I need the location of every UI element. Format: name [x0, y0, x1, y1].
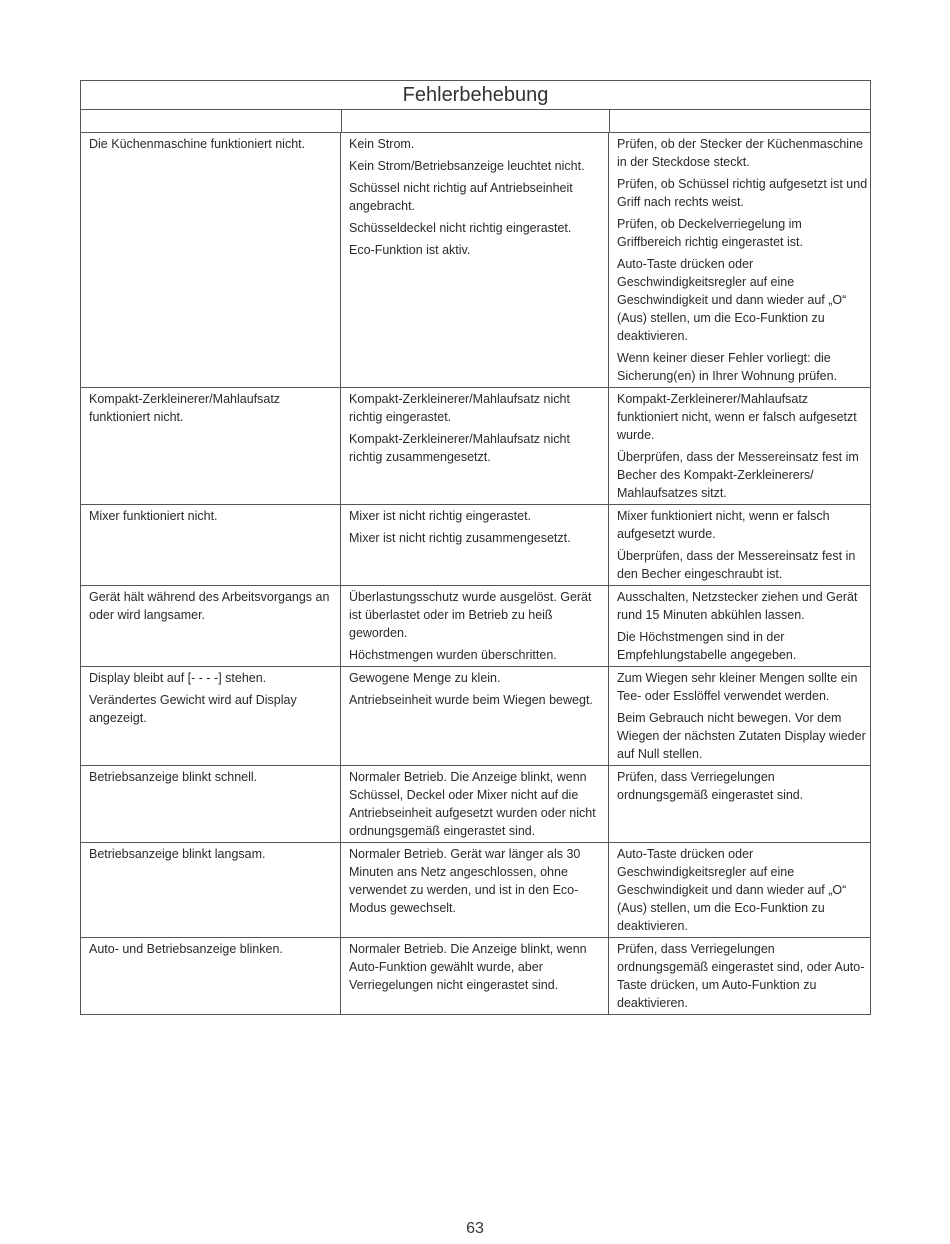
cause-cell	[341, 667, 609, 765]
page-number: 63	[466, 1220, 484, 1237]
cause-text: Gewogene Menge zu klein.	[349, 671, 501, 685]
table-title: Fehlerbehebung	[81, 81, 870, 110]
solution-text: Prüfen, ob Deckelverriegelung im Griffbereich richtig eingerastet ist.	[617, 217, 803, 249]
solution-text: Mixer funktioniert nicht, wenn er falsch aufgesetzt wurde.	[617, 509, 830, 541]
solution-text: Beim Gebrauch nicht bewegen. Vor dem Wiegen der nächsten Zutaten Display wieder auf Null stellen.	[617, 711, 866, 761]
cause-text: Mixer ist nicht richtig zusammengesetzt.	[349, 531, 571, 545]
problem-text: Die Küchenmaschine funktioniert nicht.	[89, 137, 306, 151]
header-blank-row	[81, 110, 870, 133]
solution-text: Die Höchstmengen sind in der Empfehlungstabelle angegeben.	[617, 630, 797, 662]
cause-text: Normaler Betrieb. Die Anzeige blinkt, wenn Schüssel, Deckel oder Mixer nicht auf die Antriebseinheit aufgesetzt wurden oder nicht ordnungsgemäß eingerastet sind.	[349, 770, 596, 838]
solution-text: Kompakt-Zerkleinerer/Mahlaufsatz funktioniert nicht, wenn er falsch aufgesetzt wurde.	[617, 392, 857, 442]
cause-text: Kompakt-Zerkleinerer/Mahlaufsatz nicht richtig eingerastet.	[349, 392, 570, 424]
solution-cell	[609, 843, 870, 937]
table-row	[81, 133, 870, 388]
problem-text: Auto- und Betriebsanzeige blinken.	[89, 942, 283, 956]
cause-text: Schüssel nicht richtig auf Antriebseinheit angebracht.	[349, 181, 573, 213]
solution-text: Auto-Taste drücken oder Geschwindigkeitsregler auf eine Geschwindigkeit und dann wieder auf „O“ (Aus) stellen, um die Eco-Funktion zu deaktivieren.	[617, 257, 847, 343]
solution-text: Zum Wiegen sehr kleiner Mengen sollte ein Tee- oder Esslöffel verwendet werden.	[617, 671, 858, 703]
troubleshooting-table	[80, 80, 871, 1015]
cause-text: Überlastungsschutz wurde ausgelöst. Gerät ist überlastet oder im Betrieb zu heiß geworden.	[349, 590, 592, 640]
problem-cell	[81, 505, 341, 585]
solution-text: Prüfen, dass Verriegelungen ordnungsgemäß eingerastet sind, oder Auto-Taste drücken, um Auto-Funktion zu deaktivieren.	[617, 942, 865, 1010]
problem-text: Kompakt-Zerkleinerer/Mahlaufsatz funktioniert nicht.	[89, 392, 281, 424]
problem-cell	[81, 586, 341, 666]
cause-text: Kein Strom.	[349, 137, 415, 151]
table-row	[81, 843, 870, 938]
problem-text: Mixer funktioniert nicht.	[89, 509, 218, 523]
table-row	[81, 586, 870, 667]
solution-text: Ausschalten, Netzstecker ziehen und Gerät rund 15 Minuten abkühlen lassen.	[617, 590, 858, 622]
solution-cell	[609, 667, 870, 765]
table-row	[81, 505, 870, 586]
cause-cell	[341, 505, 609, 585]
solution-text: Auto-Taste drücken oder Geschwindigkeitsregler auf eine Geschwindigkeit und dann wieder auf „O“ (Aus) stellen, um die Eco-Funktion zu deaktivieren.	[617, 847, 847, 933]
solution-cell	[609, 388, 870, 504]
cause-text: Kompakt-Zerkleinerer/Mahlaufsatz nicht richtig zusammengesetzt.	[349, 432, 570, 464]
problem-text: Verändertes Gewicht wird auf Display angezeigt.	[89, 693, 297, 725]
cause-text: Mixer ist nicht richtig eingerastet.	[349, 509, 532, 523]
table-row	[81, 388, 870, 505]
solution-text: Überprüfen, dass der Messereinsatz fest in den Becher eingeschraubt ist.	[617, 549, 856, 581]
problem-cell	[81, 388, 341, 504]
solution-text: Überprüfen, dass der Messereinsatz fest im Becher des Kompakt-Zerkleinerers/ Mahlaufsatzes sitzt.	[617, 450, 859, 500]
table-row	[81, 766, 870, 843]
cause-text: Kein Strom/Betriebsanzeige leuchtet nicht.	[349, 159, 585, 173]
cause-cell	[341, 388, 609, 504]
problem-cell	[81, 133, 341, 387]
cause-text: Eco-Funktion ist aktiv.	[349, 243, 471, 257]
problem-text: Betriebsanzeige blinkt schnell.	[89, 770, 258, 784]
solution-text: Wenn keiner dieser Fehler vorliegt: die Sicherung(en) in Ihrer Wohnung prüfen.	[617, 351, 838, 383]
solution-cell	[609, 133, 870, 387]
table-row	[81, 667, 870, 766]
cause-cell	[341, 938, 609, 1014]
column-divider	[609, 110, 610, 132]
cause-text: Normaler Betrieb. Gerät war länger als 30 Minuten ans Netz angeschlossen, ohne verwendet zu werden, und ist in den Eco-Modus gewechselt.	[349, 847, 581, 915]
solution-cell	[609, 586, 870, 666]
cause-text: Schüsseldeckel nicht richtig eingerastet.	[349, 221, 572, 235]
solution-cell	[609, 938, 870, 1014]
cause-cell	[341, 766, 609, 842]
problem-cell	[81, 667, 341, 765]
cause-cell	[341, 133, 609, 387]
solution-text: Prüfen, ob der Stecker der Küchenmaschine in der Steckdose steckt.	[617, 137, 863, 169]
cause-cell	[341, 843, 609, 937]
cause-text: Höchstmengen wurden überschritten.	[349, 648, 557, 662]
problem-text: Betriebsanzeige blinkt langsam.	[89, 847, 266, 861]
table-row	[81, 938, 870, 1014]
table-body	[81, 133, 870, 1014]
solution-cell	[609, 766, 870, 842]
problem-text: Display bleibt auf [- - - -] stehen.	[89, 671, 267, 685]
problem-cell	[81, 766, 341, 842]
solution-text: Prüfen, ob Schüssel richtig aufgesetzt ist und Griff nach rechts weist.	[617, 177, 868, 209]
cause-text: Normaler Betrieb. Die Anzeige blinkt, wenn Auto-Funktion gewählt wurde, aber Verriegelungen nicht eingerastet sind.	[349, 942, 587, 992]
cause-cell	[341, 586, 609, 666]
solution-cell	[609, 505, 870, 585]
problem-cell	[81, 843, 341, 937]
column-divider	[341, 110, 342, 132]
solution-text: Prüfen, dass Verriegelungen ordnungsgemäß eingerastet sind.	[617, 770, 804, 802]
cause-text: Antriebseinheit wurde beim Wiegen bewegt.	[349, 693, 593, 707]
problem-cell	[81, 938, 341, 1014]
problem-text: Gerät hält während des Arbeitsvorgangs an oder wird langsamer.	[89, 590, 330, 622]
